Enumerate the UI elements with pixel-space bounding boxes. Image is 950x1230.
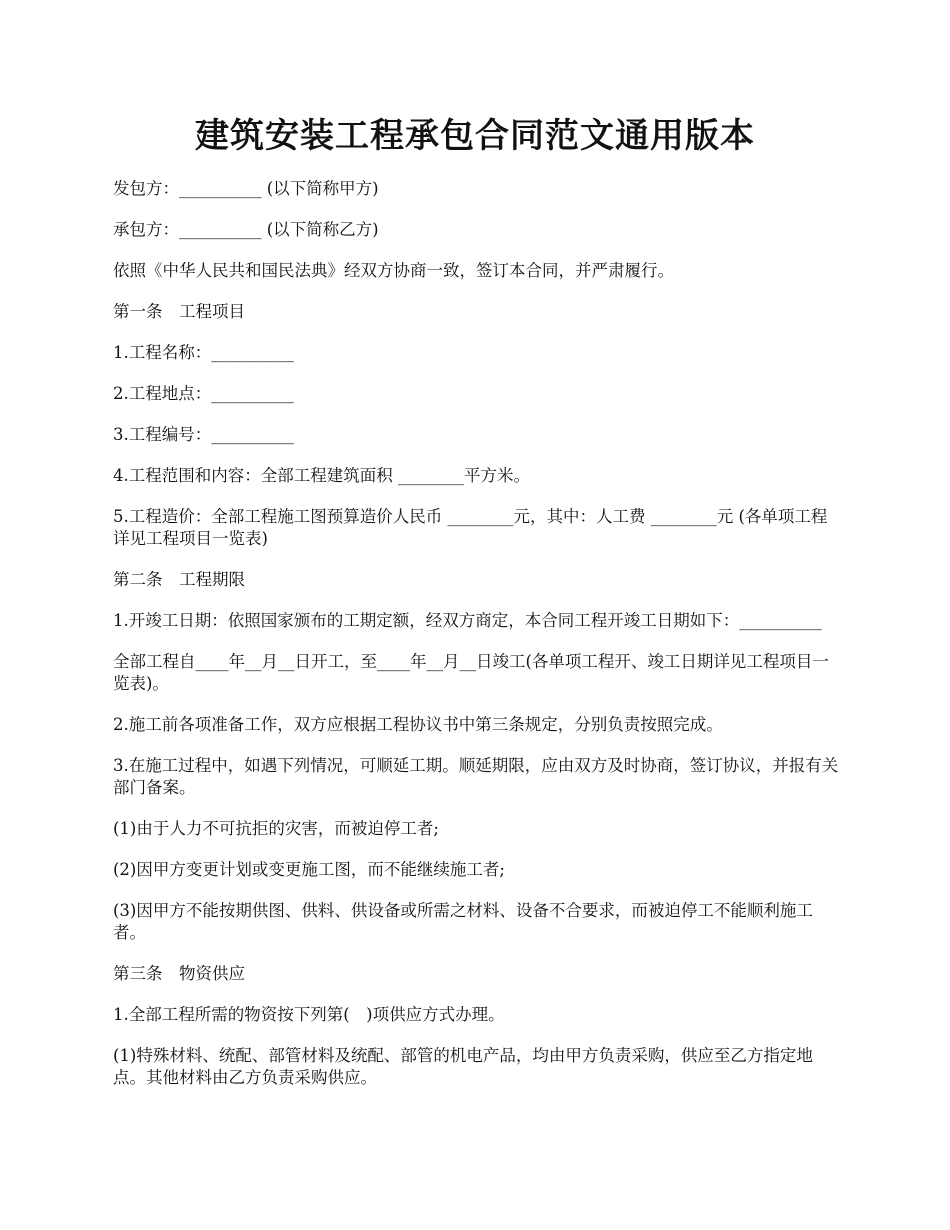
supply-method-line: 1.全部工程所需的物资按下列第( )项供应方式办理。 — [113, 1005, 505, 1024]
extension-line: 3.在施工过程中，如遇下列情况，可顺延工期。顺延期限，应由双方及时协商，签订协议，并报有关部门备案。 — [113, 756, 839, 797]
extension-case-1: (1)由于人力不可抗拒的灾害，而被迫停工者; — [113, 819, 439, 838]
extension-case-2: (2)因甲方变更计划或变更施工图，而不能继续施工者; — [113, 860, 505, 879]
article-3-heading: 第三条 物资供应 — [113, 964, 245, 983]
preparation-line: 2.施工前各项准备工作，双方应根据工程协议书中第三条规定，分别负责按照完成。 — [113, 715, 723, 734]
article-2-heading: 第二条 工程期限 — [113, 570, 245, 589]
project-location-line: 2.工程地点：__________ — [113, 384, 294, 403]
project-scope-line: 4.工程范围和内容：全部工程建筑面积 ________平方米。 — [113, 466, 530, 485]
document-title: 建筑安装工程承包合同范文通用版本 — [195, 116, 755, 156]
preamble: 依照《中华人民共和国民法典》经双方协商一致，签订本合同，并严肃履行。 — [113, 261, 674, 280]
start-completion-date-line: 1.开竣工日期：依照国家颁布的工期定额，经双方商定，本合同工程开竣工日期如下：__________ — [113, 611, 822, 630]
project-name-line: 1.工程名称：__________ — [113, 343, 294, 362]
extension-case-3: (3)因甲方不能按期供图、供料、供设备或所需之材料、设备不合要求，而被迫停工不能顺利施工者。 — [113, 901, 813, 942]
article-1-heading: 第一条 工程项目 — [113, 302, 245, 321]
project-cost-line: 5.工程造价：全部工程施工图预算造价人民币 ________元，其中：人工费 ________元 (各单项工程详见工程项目一览表) — [113, 507, 828, 548]
document-body — [113, 178, 843, 1108]
party-a-line: 发包方：__________ (以下简称甲方) — [113, 179, 379, 198]
party-b-line: 承包方：__________ (以下简称乙方) — [113, 220, 379, 239]
schedule-line: 全部工程自____年__月__日开工，至____年__月__日竣工(各单项工程开、竣工日期详见工程项目一览表)。 — [113, 652, 829, 693]
supply-option-1: (1)特殊材料、统配、部管材料及统配、部管的机电产品，均由甲方负责采购，供应至乙方指定地点。其他材料由乙方负责采购供应。 — [113, 1046, 813, 1087]
project-number-line: 3.工程编号：__________ — [113, 425, 294, 444]
